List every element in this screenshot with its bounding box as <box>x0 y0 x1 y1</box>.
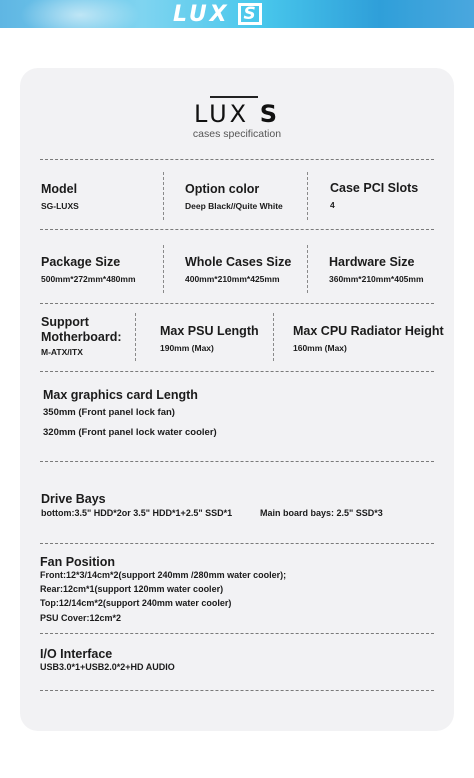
divider <box>40 690 434 691</box>
spec-drive-bays <box>41 492 106 507</box>
spec-title: Option color <box>185 182 260 196</box>
column-separator <box>163 245 164 293</box>
spec-value: Deep Black//Quite White <box>185 201 283 211</box>
spec-value: 400mm*210mm*425mm <box>185 274 280 284</box>
spec-title: Hardware Size <box>329 255 415 269</box>
spec-title: Model <box>41 182 78 196</box>
spec-value: Front:12*3/14cm*2(support 240mm /280mm water cooler); <box>40 570 287 580</box>
spec-title: Support <box>41 315 89 329</box>
divider <box>40 229 434 230</box>
column-separator <box>163 172 164 220</box>
spec-option-color <box>185 182 283 212</box>
logo-subtitle: cases specification <box>192 128 282 140</box>
spec-title: Drive Bays <box>41 492 106 506</box>
spec-title: Package Size <box>41 255 121 269</box>
spec-value: Rear:12cm*1(support 120mm water cooler) <box>40 584 224 594</box>
spec-value: 500mm*272mm*480mm <box>41 274 136 284</box>
spec-fan-position <box>40 555 115 570</box>
spec-hardware-size <box>329 255 424 285</box>
divider <box>40 633 434 634</box>
divider <box>40 371 434 372</box>
spec-value: SG-LUXS <box>41 201 79 211</box>
spec-title: Whole Cases Size <box>185 255 292 269</box>
banner-logo-text: LUX <box>173 1 230 27</box>
spec-title: Max CPU Radiator Height <box>293 324 444 338</box>
banner-logo-box: S <box>238 3 262 25</box>
spec-motherboard <box>41 315 122 358</box>
spec-value: M-ATX/ITX <box>41 347 83 357</box>
spec-package-size <box>41 255 136 285</box>
spec-value: 160mm (Max) <box>293 343 347 353</box>
spec-psu-length <box>160 324 259 354</box>
logo-word-b: S <box>259 100 281 128</box>
spec-title: Max PSU Length <box>160 324 259 338</box>
spec-pci-slots <box>330 181 418 211</box>
divider <box>40 461 434 462</box>
logo-bar <box>210 96 258 98</box>
spec-value: 4 <box>330 200 335 210</box>
spec-value: Main board bays: 2.5" SSD*3 <box>260 508 383 518</box>
spec-title: Fan Position <box>40 555 115 569</box>
spec-model <box>41 182 79 212</box>
spec-whole-size <box>185 255 291 285</box>
spec-title: Motherboard: <box>41 330 122 344</box>
column-separator <box>273 313 274 361</box>
column-separator <box>307 172 308 220</box>
divider <box>40 159 434 160</box>
top-banner <box>0 0 474 28</box>
spec-value: 360mm*210mm*405mm <box>329 274 424 284</box>
spec-value: USB3.0*1+USB2.0*2+HD AUDIO <box>40 662 175 672</box>
brand-logo <box>0 96 474 140</box>
spec-gpu-length <box>43 388 198 403</box>
spec-title: Case PCI Slots <box>330 181 419 195</box>
banner-art <box>20 0 140 28</box>
spec-value: 190mm (Max) <box>160 343 214 353</box>
spec-title: I/O Interface <box>40 647 113 661</box>
logo-word-a: LUX <box>193 100 250 128</box>
spec-title: Max graphics card Length <box>43 388 198 402</box>
spec-value: 320mm (Front panel lock water cooler) <box>43 427 217 438</box>
spec-value: bottom:3.5" HDD*2or 3.5" HDD*1+2.5" SSD*1 <box>41 508 233 518</box>
spec-io-interface <box>40 647 112 662</box>
spec-value: Top:12/14cm*2(support 240mm water cooler) <box>40 598 232 608</box>
logo-word <box>0 101 474 127</box>
banner-logo <box>173 1 262 27</box>
divider <box>40 543 434 544</box>
divider <box>40 303 434 304</box>
column-separator <box>307 245 308 293</box>
spec-value: 350mm (Front panel lock fan) <box>43 407 175 418</box>
spec-value: PSU Cover:12cm*2 <box>40 613 122 623</box>
spec-radiator-height <box>293 324 444 354</box>
column-separator <box>135 313 136 361</box>
